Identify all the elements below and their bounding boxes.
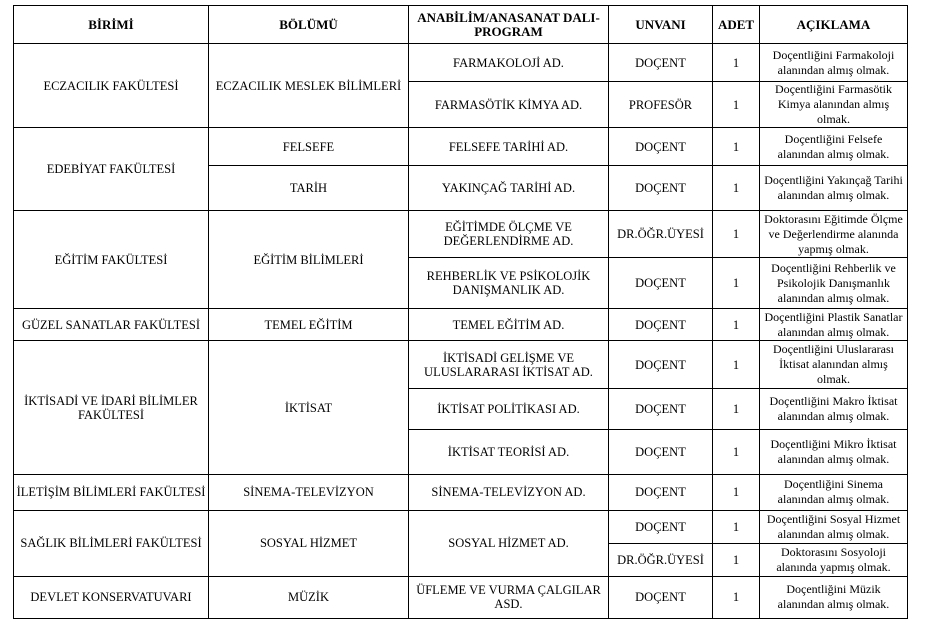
description-cell: Doçentliğini Rehberlik ve Psikolojik Danışmanlık alanından almış olmak. [760, 258, 908, 309]
unit-cell: İKTİSADİ VE İDARİ BİLİMLER FAKÜLTESİ [14, 341, 209, 474]
description-cell: Doçentliğini Müzik alanından almış olmak. [760, 576, 908, 618]
department-cell: ECZACILIK MESLEK BİLİMLERİ [209, 44, 409, 128]
count-cell: 1 [713, 543, 760, 576]
title-cell: DOÇENT [609, 510, 713, 543]
count-cell: 1 [713, 211, 760, 258]
department-cell: EĞİTİM BİLİMLERİ [209, 211, 409, 309]
header-adet: ADET [713, 6, 760, 44]
program-cell: FARMAKOLOJİ AD. [409, 44, 609, 82]
department-cell: SOSYAL HİZMET [209, 510, 409, 576]
count-cell: 1 [713, 128, 760, 166]
program-cell: EĞİTİMDE ÖLÇME VE DEĞERLENDİRME AD. [409, 211, 609, 258]
table-row [14, 309, 908, 341]
program-cell: İKTİSADİ GELİŞME VE ULUSLARARASI İKTİSAT AD. [409, 341, 609, 388]
count-cell: 1 [713, 341, 760, 388]
title-cell: DOÇENT [609, 128, 713, 166]
header-anabilim: ANABİLİM/ANASANAT DALI-PROGRAM [409, 6, 609, 44]
description-cell: Doktorasını Sosyoloji alanında yapmış olmak. [760, 543, 908, 576]
description-cell: Doçentliğini Sosyal Hizmet alanından almış olmak. [760, 510, 908, 543]
header-row [14, 6, 908, 44]
title-cell: PROFESÖR [609, 82, 713, 128]
program-cell: İKTİSAT POLİTİKASI AD. [409, 388, 609, 429]
count-cell: 1 [713, 82, 760, 128]
title-cell: DOÇENT [609, 258, 713, 309]
count-cell: 1 [713, 166, 760, 211]
count-cell: 1 [713, 44, 760, 82]
description-cell: Doçentliğini Makro İktisat alanından almış olmak. [760, 388, 908, 429]
description-cell: Doçentliğini Farmakoloji alanından almış olmak. [760, 44, 908, 82]
title-cell: DOÇENT [609, 341, 713, 388]
table-row [14, 510, 908, 543]
header-birimi: BİRİMİ [14, 6, 209, 44]
title-cell: DOÇENT [609, 474, 713, 510]
table-row [14, 211, 908, 258]
department-cell: FELSEFE [209, 128, 409, 166]
table-row [14, 341, 908, 388]
program-cell: SOSYAL HİZMET AD. [409, 510, 609, 576]
unit-cell: ECZACILIK FAKÜLTESİ [14, 44, 209, 128]
count-cell: 1 [713, 576, 760, 618]
description-cell: Doçentliğini Mikro İktisat alanından almış olmak. [760, 429, 908, 474]
program-cell: İKTİSAT TEORİSİ AD. [409, 429, 609, 474]
program-cell: REHBERLİK VE PSİKOLOJİK DANIŞMANLIK AD. [409, 258, 609, 309]
title-cell: DR.ÖĞR.ÜYESİ [609, 211, 713, 258]
table-row [14, 128, 908, 166]
unit-cell: İLETİŞİM BİLİMLERİ FAKÜLTESİ [14, 474, 209, 510]
count-cell: 1 [713, 429, 760, 474]
department-cell: SİNEMA-TELEVİZYON [209, 474, 409, 510]
title-cell: DOÇENT [609, 166, 713, 211]
unit-cell: EDEBİYAT FAKÜLTESİ [14, 128, 209, 211]
count-cell: 1 [713, 510, 760, 543]
description-cell: Doçentliğini Felsefe alanından almış olmak. [760, 128, 908, 166]
count-cell: 1 [713, 258, 760, 309]
header-aciklama: AÇIKLAMA [760, 6, 908, 44]
department-cell: TARİH [209, 166, 409, 211]
positions-table [13, 5, 908, 619]
department-cell: İKTİSAT [209, 341, 409, 474]
description-cell: Doçentliğini Yakınçağ Tarihi alanından almış olmak. [760, 166, 908, 211]
table-row [14, 44, 908, 82]
unit-cell: GÜZEL SANATLAR FAKÜLTESİ [14, 309, 209, 341]
program-cell: TEMEL EĞİTİM AD. [409, 309, 609, 341]
description-cell: Doçentliğini Plastik Sanatlar alanından almış olmak. [760, 309, 908, 341]
program-cell: ÜFLEME VE VURMA ÇALGILAR ASD. [409, 576, 609, 618]
unit-cell: SAĞLIK BİLİMLERİ FAKÜLTESİ [14, 510, 209, 576]
description-cell: Doçentliğini Uluslararası İktisat alanından almış olmak. [760, 341, 908, 388]
count-cell: 1 [713, 474, 760, 510]
description-cell: Doçentliğini Farmasötik Kimya alanından almış olmak. [760, 82, 908, 128]
department-cell: MÜZİK [209, 576, 409, 618]
header-bolumu: BÖLÜMÜ [209, 6, 409, 44]
unit-cell: DEVLET KONSERVATUVARI [14, 576, 209, 618]
description-cell: Doçentliğini Sinema alanından almış olmak. [760, 474, 908, 510]
count-cell: 1 [713, 309, 760, 341]
header-unvani: UNVANI [609, 6, 713, 44]
department-cell: TEMEL EĞİTİM [209, 309, 409, 341]
title-cell: DOÇENT [609, 309, 713, 341]
program-cell: YAKINÇAĞ TARİHİ AD. [409, 166, 609, 211]
program-cell: SİNEMA-TELEVİZYON AD. [409, 474, 609, 510]
title-cell: DOÇENT [609, 576, 713, 618]
title-cell: DOÇENT [609, 429, 713, 474]
title-cell: DOÇENT [609, 44, 713, 82]
title-cell: DR.ÖĞR.ÜYESİ [609, 543, 713, 576]
unit-cell: EĞİTİM FAKÜLTESİ [14, 211, 209, 309]
table-row [14, 576, 908, 618]
table-row [14, 474, 908, 510]
program-cell: FARMASÖTİK KİMYA AD. [409, 82, 609, 128]
program-cell: FELSEFE TARİHİ AD. [409, 128, 609, 166]
title-cell: DOÇENT [609, 388, 713, 429]
description-cell: Doktorasını Eğitimde Ölçme ve Değerlendirme alanında yapmış olmak. [760, 211, 908, 258]
count-cell: 1 [713, 388, 760, 429]
